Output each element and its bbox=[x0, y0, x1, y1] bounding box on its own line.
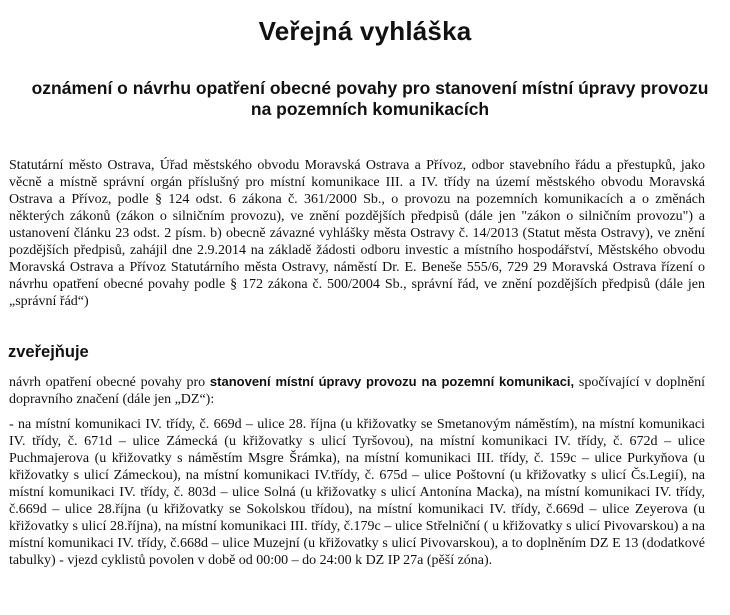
intro-paragraph: Statutární město Ostrava, Úřad městského obvodu Moravská Ostrava a Přívoz, odbor stavebního řádu a přestupků, jako věcně a místně správní orgán příslušný pro místní komunikace III. a IV. třídy na území městského obvodu Moravská Ostrava a Přívoz, podle § 124 odst. 6 zákona č. 361/2000 Sb., o provozu na pozemních komunikacích a o změnách některých zákonů (zákon o silničním provozu), ve znění pozdějších předpisů (dále jen "zákon o silničním provozu") a ustanovení článku 23 odst. 2 písm. b) obecně závazné vyhlášky města Ostravy č. 14/2013 (Statut města Ostravy), ve znění pozdějších předpisů, zahájil dne 2.9.2014 na základě žádosti odboru investic a místního hospodářství, Městského obvodu Moravská Ostrava a Přívoz Statutárního města Ostravy, náměstí Dr. E. Beneše 555/6, 729 29 Moravská Ostrava řízení o návrhu opatření obecné povahy podle § 172 zákona č. 500/2004 Sb., správní řád, ve znění pozdějších předpisů (dále jen „správní řád“) bbox=[9, 158, 705, 309]
proposal-paragraph bbox=[9, 373, 705, 408]
document-subtitle: oznámení o návrhu opatření obecné povahy pro stanovení místní úpravy provozu na pozemních komunikacích bbox=[31, 78, 709, 119]
locations-paragraph: - na místní komunikaci IV. třídy, č. 669d – ulice 28. října (u křižovatky se Smetanovým náměstím), na místní komunikaci IV. třídy, č. 671d – ulice Zámecká (u křižovatky s ulicí Tyršovou), na místní komunikaci IV. třídy, č. 672d – ulice Puchmajerova (u křižovatky s náměstím Msgre Šrámka), na místní komunikaci III. třídy, č. 159c – ulice Purkyňova (u křižovatky s ulicí Zámeckou), na místní komunikaci IV.třídy, č. 675d – ulice Poštovní (u křižovatky s ulicí Čs.Legií), na místní komunikaci IV. třídy, č. 803d – ulice Solná (u křižovatky s ulicí Antonína Macka), na místní komunikaci IV. třídy, č.669d – ulice 28.října (u křižovatky se Sokolskou třídou), na místní komunikaci IV. třídy, č.669d – ulice Zeyerova (u křižovatky s ulicí 28.října), na místní komunikaci III. třídy, č.179c – ulice Střelniční ( u křižovatky s ulicí Pivovarskou) a na místní komunikaci IV. třídy, č.668d – ulice Muzejní (u křižovatky s ulicí Pivovarskou), a to doplněním DZ E 13 (dodatkové tabulky) - vjezd cyklistů povolen v době od 00:00 – do 24:00 k DZ IP 27a (pěší zóna). bbox=[9, 417, 705, 568]
section-heading: zveřejňuje bbox=[8, 343, 89, 361]
proposal-text-bold: stanovení místní úpravy provozu na pozemní komunikaci, bbox=[209, 374, 575, 389]
page-title: Veřejná vyhláška bbox=[258, 16, 472, 46]
proposal-text-start: návrh opatření obecné povahy pro bbox=[9, 375, 210, 390]
proposal-text-end: spočívající v doplnění dopravního značení (dále jen „DZ“): bbox=[9, 375, 705, 407]
